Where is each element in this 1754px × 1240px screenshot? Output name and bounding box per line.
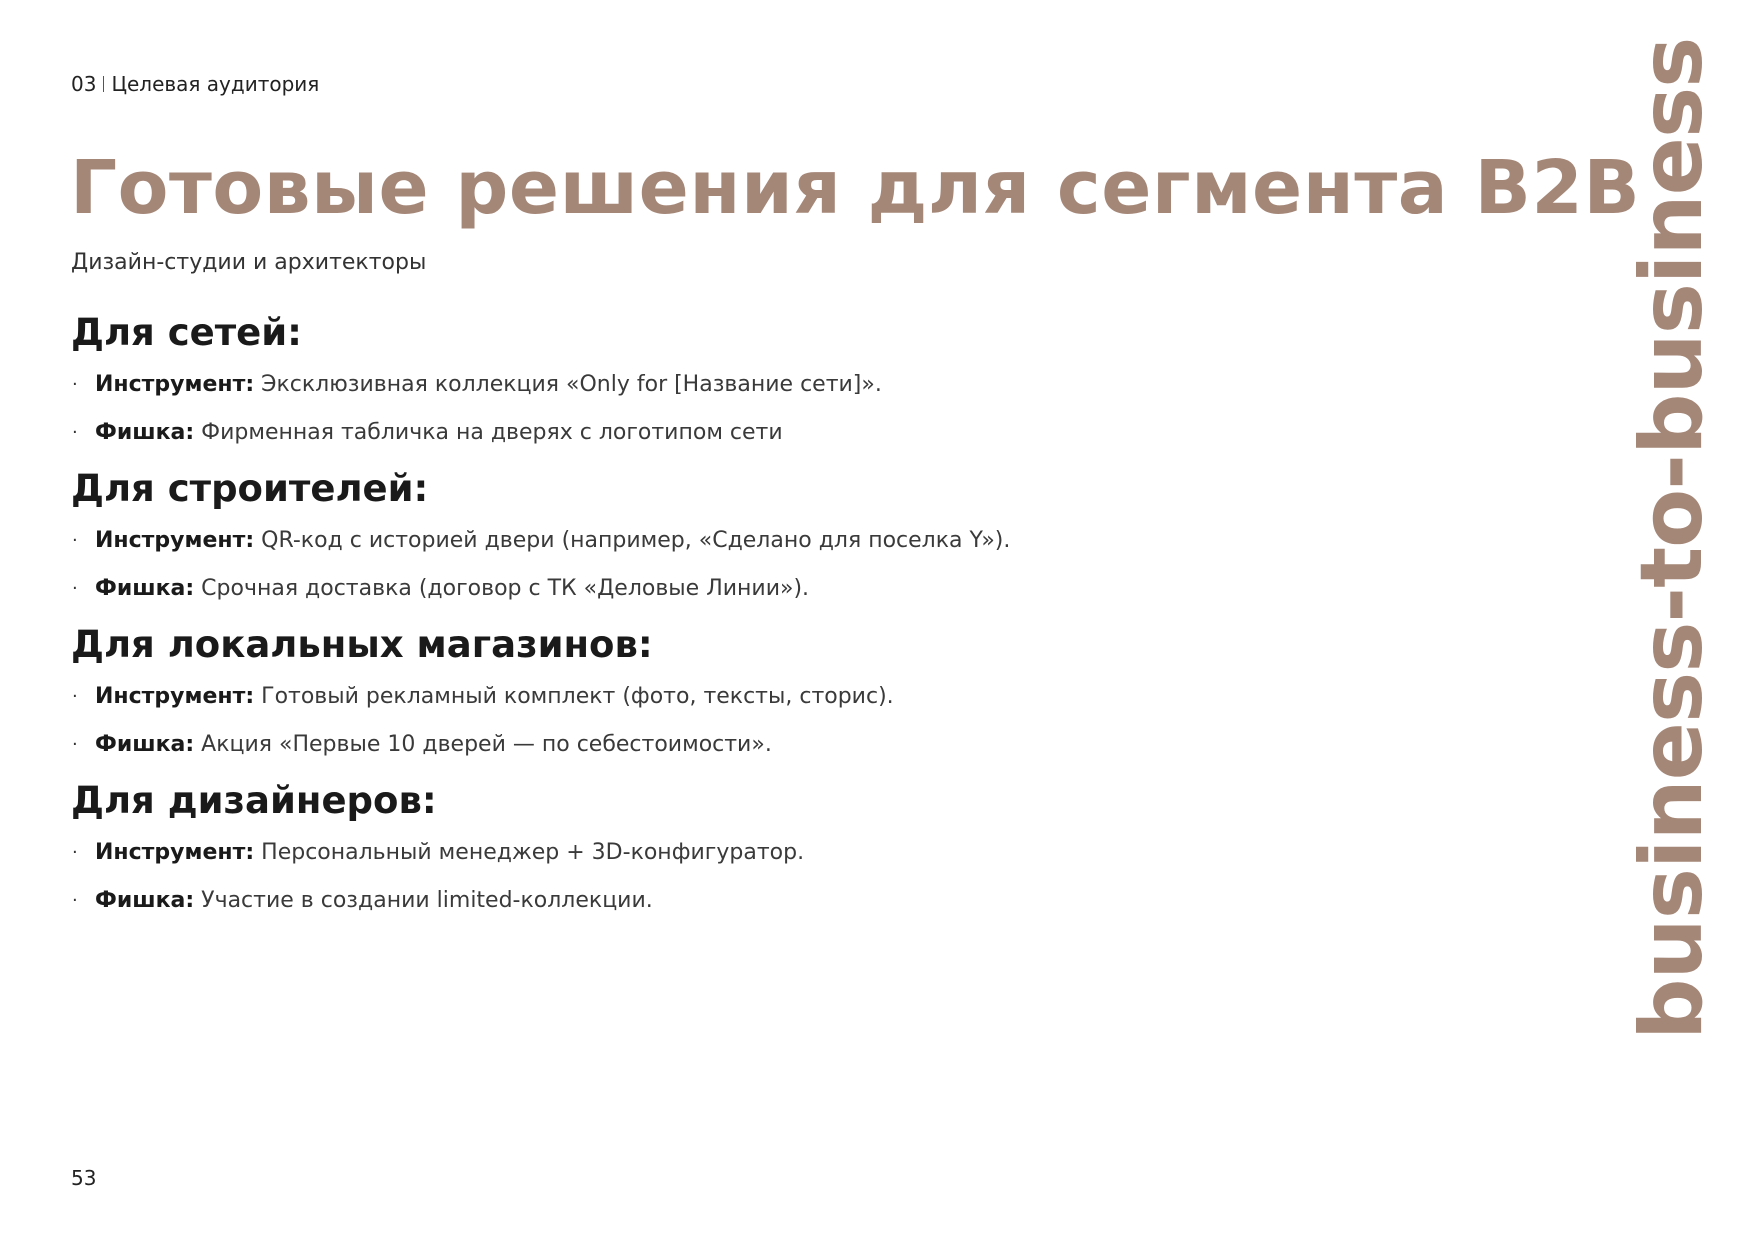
item-label: Фишка: (95, 888, 195, 913)
item-label: Инструмент: (95, 372, 255, 397)
content-body (71, 310, 1521, 934)
item-text: Персональный менеджер + 3D-конфигуратор. (254, 840, 805, 865)
section-networks (71, 310, 1521, 448)
item-label: Фишка: (95, 576, 195, 601)
page-number: 53 (71, 1166, 97, 1190)
list-item (71, 730, 1521, 760)
section-designers (71, 778, 1521, 916)
page-title: Готовые решения для сегмента B2B (70, 145, 1641, 231)
bullet-icon: · (72, 734, 78, 755)
bullet-icon: · (72, 374, 78, 395)
vertical-side-text (1622, 37, 1722, 1040)
section-heading: Для дизайнеров: (71, 779, 437, 822)
item-text: QR-код с историей двери (например, «Сделано для поселка Y»). (254, 528, 1011, 553)
breadcrumb-section-number: 03 (71, 72, 97, 96)
item-text: Участие в создании limited-коллекции. (194, 888, 653, 913)
bullet-icon: · (72, 422, 78, 443)
side-text-label: business-to-business (1622, 37, 1722, 1040)
bullet-list (71, 682, 1521, 760)
item-label: Инструмент: (95, 840, 255, 865)
item-text: Срочная доставка (договор с ТК «Деловые Линии»). (194, 576, 810, 601)
bullet-list (71, 370, 1521, 448)
bullet-icon: · (72, 842, 78, 863)
section-local-stores (71, 622, 1521, 760)
item-text: Фирменная табличка на дверях с логотипом сети (194, 420, 783, 445)
bullet-icon: · (72, 578, 78, 599)
page-subtitle: Дизайн-студии и архитекторы (71, 250, 427, 275)
list-item (71, 574, 1521, 604)
item-label: Инструмент: (95, 684, 255, 709)
item-text: Акция «Первые 10 дверей — по себестоимости». (194, 732, 772, 757)
bullet-icon: · (72, 530, 78, 551)
list-item (71, 418, 1521, 448)
bullet-list (71, 526, 1521, 604)
section-builders (71, 466, 1521, 604)
item-text: Готовый рекламный комплект (фото, тексты, сторис). (254, 684, 894, 709)
item-label: Инструмент: (95, 528, 255, 553)
item-label: Фишка: (95, 732, 195, 757)
bullet-list (71, 838, 1521, 916)
list-item (71, 526, 1521, 556)
bullet-icon: · (72, 890, 78, 911)
bullet-icon: · (72, 686, 78, 707)
breadcrumb-separator (103, 76, 104, 92)
breadcrumb (71, 72, 319, 96)
section-heading: Для сетей: (71, 311, 302, 354)
section-heading: Для локальных магазинов: (71, 623, 653, 666)
list-item (71, 838, 1521, 868)
item-text: Эксклюзивная коллекция «Only for [Название сети]». (254, 372, 882, 397)
section-heading: Для строителей: (71, 467, 429, 510)
breadcrumb-section-name: Целевая аудитория (111, 72, 320, 96)
list-item (71, 370, 1521, 400)
list-item (71, 682, 1521, 712)
list-item (71, 886, 1521, 916)
item-label: Фишка: (95, 420, 195, 445)
